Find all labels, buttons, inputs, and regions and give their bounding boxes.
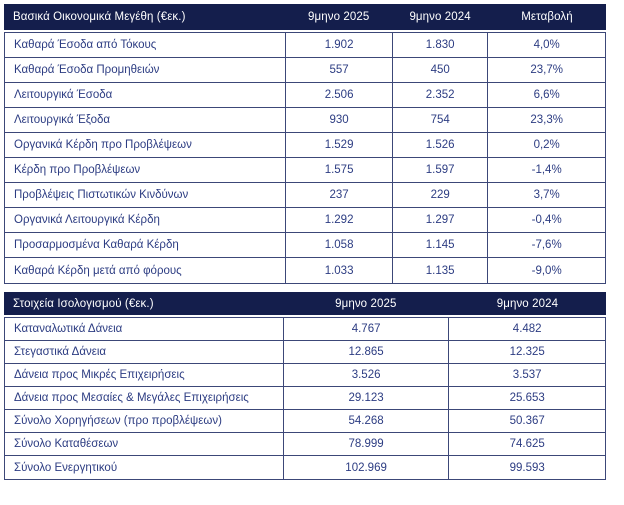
financials-row-label: Προσαρμοσμένα Καθαρά Κέρδη [14,239,179,251]
financials-row [5,133,605,158]
balance-sheet-row-value: 3.537 [448,364,605,386]
balance-sheet-row [5,410,605,433]
balance-sheet-row [5,387,605,410]
balance-sheet-row-label: Σύνολο Καταθέσεων [14,438,119,450]
financials-header-2025: 9μηνο 2025 [308,11,370,23]
financials-row-value: 1.058 [285,233,392,257]
financials-row-value: 557 [285,58,392,82]
balance-sheet-row-label: Καταναλωτικά Δάνεια [14,323,123,335]
financials-row-value: -7,6% [487,233,605,257]
financials-row-label: Λειτουργικά Έξοδα [14,114,111,126]
balance-sheet-row [5,364,605,387]
financials-table-header [4,4,606,30]
financials-row-value: -9,0% [487,258,605,283]
financials-row-value: 1.526 [392,133,487,157]
financials-row-value: 229 [392,183,487,207]
balance-sheet-row-label: Στεγαστικά Δάνεια [14,346,107,358]
financials-row [5,58,605,83]
balance-sheet-row [5,318,605,341]
financials-row-value: 23,3% [487,108,605,132]
financials-header-2024: 9μηνο 2024 [409,11,471,23]
financials-table-body [4,32,606,284]
financials-row-value: 1.597 [392,158,487,182]
balance-sheet-header-2025: 9μηνο 2025 [335,297,397,310]
balance-sheet-row-label: Δάνεια προς Μεσαίες & Μεγάλες Επιχειρήσεις [14,392,249,404]
balance-sheet-row [5,433,605,456]
financials-row-value: -0,4% [487,208,605,232]
balance-sheet-row-value: 54.268 [283,410,449,432]
financials-row-value: 1.575 [285,158,392,182]
financials-row-value: 754 [392,108,487,132]
balance-sheet-row [5,456,605,479]
balance-sheet-row-value: 99.593 [448,456,605,479]
financials-header-change: Μεταβολή [521,11,573,23]
financials-row [5,83,605,108]
balance-sheet-row-value: 74.625 [448,433,605,455]
balance-sheet-row-label: Σύνολο Ενεργητικού [14,461,118,474]
financials-row-value: 0,2% [487,133,605,157]
financials-row [5,183,605,208]
financials-row-value: 4,0% [487,33,605,57]
balance-sheet-row-value: 4.482 [448,318,605,340]
balance-sheet-row-value: 50.367 [448,410,605,432]
financials-row-value: 2.352 [392,83,487,107]
financials-row-value: 237 [285,183,392,207]
financials-row [5,233,605,258]
balance-sheet-row-label: Σύνολο Χορηγήσεων (προ προβλέψεων) [14,415,222,427]
balance-sheet-header-title: Στοιχεία Ισολογισμού (€εκ.) [13,297,154,310]
financials-row-label: Καθαρά Έσοδα από Τόκους [14,39,157,51]
financials-row-label: Προβλέψεις Πιστωτικών Κινδύνων [14,189,189,201]
financials-row-value: 2.506 [285,83,392,107]
financials-row-label: Λειτουργικά Έσοδα [14,89,113,101]
financials-row-value: 1.297 [392,208,487,232]
balance-sheet-table-header [4,292,606,315]
financials-row-label: Καθαρά Έσοδα Προμηθειών [14,64,160,76]
financials-row-label: Κέρδη προ Προβλέψεων [14,164,141,176]
balance-sheet-row-value: 78.999 [283,433,449,455]
financials-header-title: Βασικά Οικονομικά Μεγέθη (€εκ.) [13,11,186,23]
financials-row-value: 1.033 [285,258,392,283]
balance-sheet-row-value: 12.325 [448,341,605,363]
financials-row-label: Οργανικά Κέρδη προ Προβλέψεων [14,139,192,151]
financials-row [5,33,605,58]
balance-sheet-row-value: 4.767 [283,318,449,340]
financials-row [5,108,605,133]
balance-sheet-row-value: 12.865 [283,341,449,363]
financials-row-value: 6,6% [487,83,605,107]
balance-sheet-row [5,341,605,364]
financials-row-value: 1.135 [392,258,487,283]
financials-row-value: 23,7% [487,58,605,82]
balance-sheet-table [4,292,606,480]
financials-row-value: 450 [392,58,487,82]
financials-row-value: 930 [285,108,392,132]
balance-sheet-row-value: 29.123 [283,387,449,409]
financials-table [4,4,606,284]
financials-row-label: Οργανικά Λειτουργικά Κέρδη [14,214,160,226]
financials-row-value: 1.902 [285,33,392,57]
financials-row-value: 1.529 [285,133,392,157]
balance-sheet-row-value: 3.526 [283,364,449,386]
financials-row-label: Καθαρά Κέρδη μετά από φόρους [14,264,182,277]
balance-sheet-row-value: 102.969 [283,456,449,479]
financials-row [5,158,605,183]
financials-row [5,208,605,233]
financials-row-value: 3,7% [487,183,605,207]
financials-row-value: 1.830 [392,33,487,57]
financials-row-value: -1,4% [487,158,605,182]
balance-sheet-header-2024: 9μηνο 2024 [496,297,559,310]
balance-sheet-table-body [4,317,606,480]
balance-sheet-row-label: Δάνεια προς Μικρές Επιχειρήσεις [14,369,185,381]
financials-row-value: 1.145 [392,233,487,257]
financials-row [5,258,605,283]
financials-row-value: 1.292 [285,208,392,232]
balance-sheet-row-value: 25.653 [448,387,605,409]
